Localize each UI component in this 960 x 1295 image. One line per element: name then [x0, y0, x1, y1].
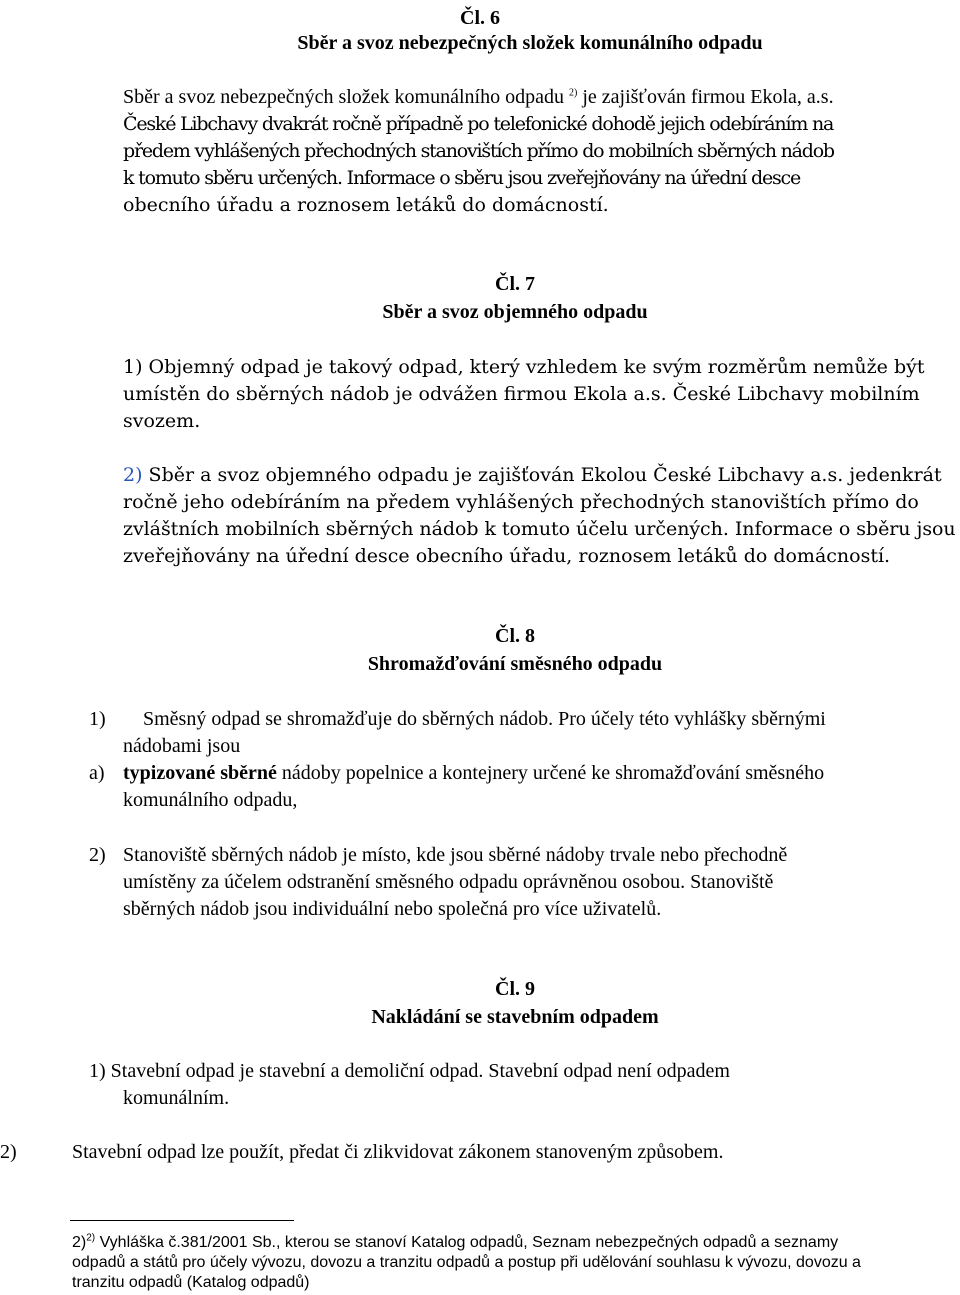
article-8-item-1-number: 1) [89, 708, 106, 730]
article-7-item-2-line-1: 2) Sběr a svoz objemného odpadu je zajišťován Ekolou České Libchavy a.s. jedenkrát [123, 464, 942, 486]
article-7-title: Sběr a svoz objemného odpadu [382, 301, 648, 323]
article-7-item-2-line-2: ročně jeho odebíráním na předem vyhlášených přechodných stanovištích přímo do [123, 491, 919, 513]
article-8-item-1-line-1: Směsný odpad se shromažďuje do sběrných nádob. Pro účely této vyhlášky sběrnými [143, 708, 826, 730]
article-8-item-a-line-1: typizované sběrné nádoby popelnice a kontejnery určené ke shromažďování směsného [123, 762, 825, 784]
article-6-paragraph-line-3: předem vyhlášených přechodných stanovištích přímo do mobilních sběrných nádob [123, 140, 834, 162]
article-7-item-2-line-4: zveřejňovány na úřední desce obecního úřadu, roznosem letáků do domácností. [123, 545, 891, 567]
article-8-item-a-letter: a) [89, 762, 105, 784]
article-7-heading: Čl. 7 [495, 273, 535, 295]
article-7-item-1-line-2: umístěn do sběrných nádob je odvážen firmou Ekola a.s. České Libchavy mobilním [123, 383, 920, 405]
article-8-title: Shromažďování směsného odpadu [367, 653, 663, 675]
footnote-separator [70, 1220, 294, 1221]
article-6-title: Sběr a svoz nebezpečných složek komunálního odpadu [297, 32, 763, 54]
article-8-heading: Čl. 8 [495, 625, 535, 647]
article-9-item-2-number: 2) [0, 1141, 17, 1163]
article-7-item-2-number: 2) [123, 464, 143, 486]
article-8-item-2-line-2: umístěny za účelem odstranění směsného odpadu oprávněnou osobou. Stanoviště [123, 871, 774, 893]
article-7-item-1-line-1: 1) Objemný odpad je takový odpad, který vzhledem ke svým rozměrům nemůže být [123, 356, 925, 378]
article-9-title: Nakládání se stavebním odpadem [371, 1006, 659, 1028]
article-9-item-1-line-2: komunálním. [123, 1087, 230, 1109]
article-8-item-2-line-1: Stanoviště sběrných nádob je místo, kde jsou sběrné nádoby trvale nebo přechodně [123, 844, 788, 866]
article-6-heading: Čl. 6 [460, 7, 500, 29]
article-6-paragraph-line-1: Sběr a svoz nebezpečných složek komunálního odpadu $^{2)}$ je zajišťován firmou Ekola, a.s. [123, 86, 834, 108]
article-8-item-1-line-2: nádobami jsou [123, 735, 241, 757]
footnote-line-1: 2)$^{2)}$ Vyhláška č.381/2001 Sb., kterou se stanoví Katalog odpadů, Seznam nebezpečných odpadů a seznamy [72, 1232, 839, 1251]
article-9-item-1-line-1: 1) Stavební odpad je stavební a demoliční odpad. Stavební odpad není odpadem [89, 1060, 730, 1082]
article-6-paragraph-line-2: České Libchavy dvakrát ročně případně po telefonické dohodě jejich odebíráním na [123, 113, 834, 135]
article-8-item-a-line-2: komunálního odpadu, [123, 789, 298, 811]
article-6-paragraph-line-4: k tomuto sběru určených. Informace o sběru jsou zveřejňovány na úřední desce [123, 167, 801, 189]
article-7-item-1-line-3: svozem. [123, 410, 201, 432]
article-9-heading: Čl. 9 [495, 978, 535, 1000]
article-7-item-2-line-3: zvláštních mobilních sběrných nádob k tomuto účelu určených. Informace o sběru jsou [123, 518, 956, 540]
footnote-line-2: odpadů a států pro účely vývozu, dovozu a tranzitu odpadů a postup při udělování souhlasu k vývozu, dovozu a [72, 1254, 861, 1271]
article-9-item-2-text: Stavební odpad lze použít, předat či zlikvidovat zákonem stanoveným způsobem. [72, 1141, 724, 1163]
article-6-paragraph-line-5: obecního úřadu a roznosem letáků do domácností. [123, 194, 609, 216]
article-8-item-2-line-3: sběrných nádob jsou individuální nebo společná pro více uživatelů. [123, 898, 662, 920]
article-8-item-2-number: 2) [89, 844, 106, 866]
footnote-line-3: tranzitu odpadů (Katalog odpadů) [72, 1274, 310, 1291]
